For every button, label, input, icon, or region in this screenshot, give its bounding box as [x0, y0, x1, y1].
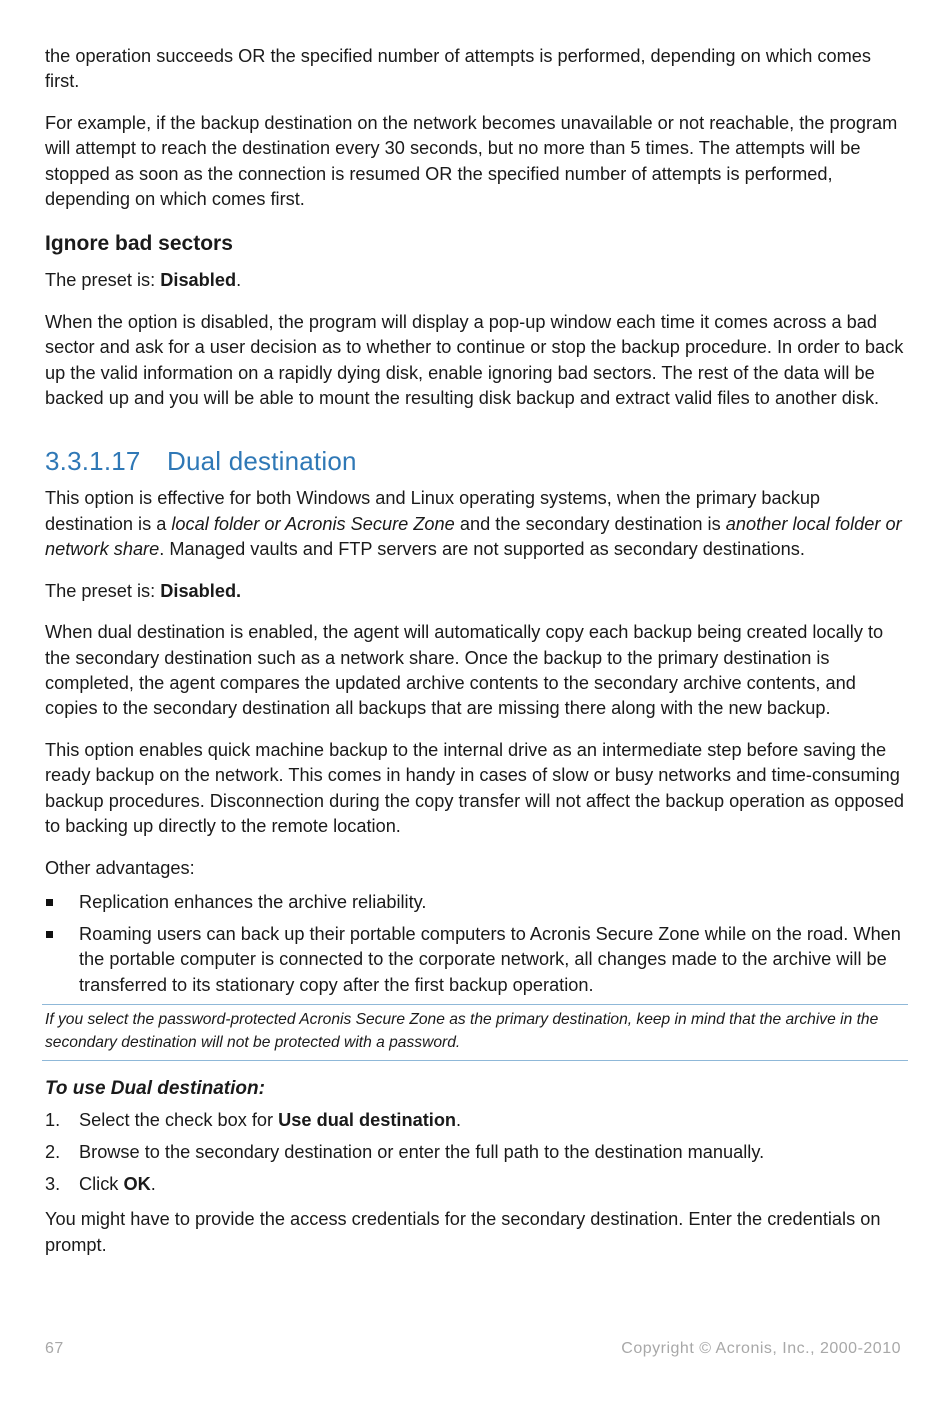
step-item: [45, 1108, 905, 1133]
document-page: [45, 44, 905, 1274]
closing-paragraph: You might have to provide the access credentials for the secondary destination. Enter the credentials on prompt.: [45, 1209, 881, 1255]
step-item: [45, 1172, 905, 1197]
preset-value: Disabled.: [160, 580, 242, 601]
intro-text-3: . Managed vaults and FTP servers are not supported as secondary destinations.: [159, 538, 805, 559]
list-item-text: Roaming users can back up their portable computers to Acronis Secure Zone while on the road. When the portable computer is connected to the corporate network, all changes made to the archive will be transferred to its stationary copy after the first backup operation.: [79, 923, 901, 995]
section-heading-dual-destination: [45, 445, 905, 477]
procedure-steps: [45, 1108, 905, 1197]
preset-label: The preset is:: [45, 270, 161, 291]
example-paragraph: For example, if the backup destination on the network becomes unavailable or not reachable, the program will attempt to reach the destination every 30 seconds, but no more than 5 times. The attempts will be stopped as soon as the connection is resumed OR the specified number of attempts is performed, depending on which comes first.: [45, 113, 898, 209]
step-end: .: [456, 1110, 462, 1131]
list-item-text: Replication enhances the archive reliability.: [79, 892, 427, 913]
step-number: 3.: [45, 1173, 61, 1194]
step-text: Select the check box for: [79, 1110, 279, 1131]
continuation-paragraph: the operation succeeds OR the specified number of attempts is performed, depending on which comes first.: [45, 46, 871, 92]
step-number: 2.: [45, 1142, 61, 1163]
copyright-notice: Copyright © Acronis, Inc., 2000-2010: [621, 1340, 901, 1357]
list-item: [45, 890, 905, 915]
dual-destination-intro: [45, 486, 905, 562]
intro-text-2: and the secondary destination is: [454, 513, 726, 534]
step-text: Click: [79, 1173, 124, 1194]
list-item: [45, 922, 905, 998]
preset-label: The preset is:: [45, 580, 161, 601]
ignore-bad-sectors-description: When the option is disabled, the program will display a pop-up window each time it comes across a bad sector and ask for a user decision as to whether to continue or stop the backup procedure. In order to back up the valid information on a rapidly dying disk, enable ignoring bad sectors. The rest of the data will be backed up and you will be able to mount the resulting disk backup and extract valid files to another disk.: [45, 312, 904, 408]
procedure-heading: To use Dual destination:: [45, 1078, 265, 1100]
dual-destination-enabled-paragraph: When dual destination is enabled, the agent will automatically copy each backup being created locally to the secondary destination such as a network share. Once the backup to the primary destination is completed, the agent compares the updated archive contents to the secondary archive contents, and copies to the secondary destination all backups that are missing there along with the new backup.: [45, 622, 884, 719]
section-number: 3.3.1.17: [45, 446, 141, 477]
step-end: .: [150, 1173, 156, 1194]
step-number: 1.: [45, 1110, 61, 1131]
ignore-bad-sectors-heading: Ignore bad sectors: [45, 232, 233, 256]
ignore-bad-sectors-preset: [45, 268, 905, 293]
password-note: If you select the password-protected Acronis Secure Zone as the primary destination, keep in mind that the archive in the secondary destination will not be protected with a password.: [42, 1004, 908, 1061]
advantages-label: Other advantages:: [45, 857, 195, 878]
step-item: [45, 1140, 905, 1165]
page-number: 67: [45, 1340, 64, 1357]
square-bullet-icon: [46, 931, 53, 938]
square-bullet-icon: [46, 899, 53, 906]
step-text: Browse to the secondary destination or enter the full path to the destination manually.: [79, 1142, 765, 1163]
advantages-list: [45, 890, 905, 998]
dual-destination-quick-paragraph: This option enables quick machine backup to the internal drive as an intermediate step before saving the ready backup on the network. This comes in handy in cases of slow or busy networks and time-consuming backup procedures. Disconnection during the copy transfer will not affect the backup operation as opposed to backing up directly to the remote location.: [45, 740, 905, 837]
preset-end: .: [236, 270, 242, 291]
intro-italic-1: local folder or Acronis Secure Zone: [171, 513, 455, 534]
step-bold-text: OK: [123, 1173, 151, 1194]
section-title: Dual destination: [167, 446, 357, 477]
intro-italic-2: another local folder or network share: [45, 513, 902, 559]
intro-text-1: This option is effective for both Windows and Linux operating systems, when the primary backup destination is a: [45, 488, 821, 534]
dual-destination-preset: [45, 579, 905, 604]
preset-value: Disabled: [160, 270, 237, 291]
step-bold-text: Use dual destination: [278, 1110, 457, 1131]
